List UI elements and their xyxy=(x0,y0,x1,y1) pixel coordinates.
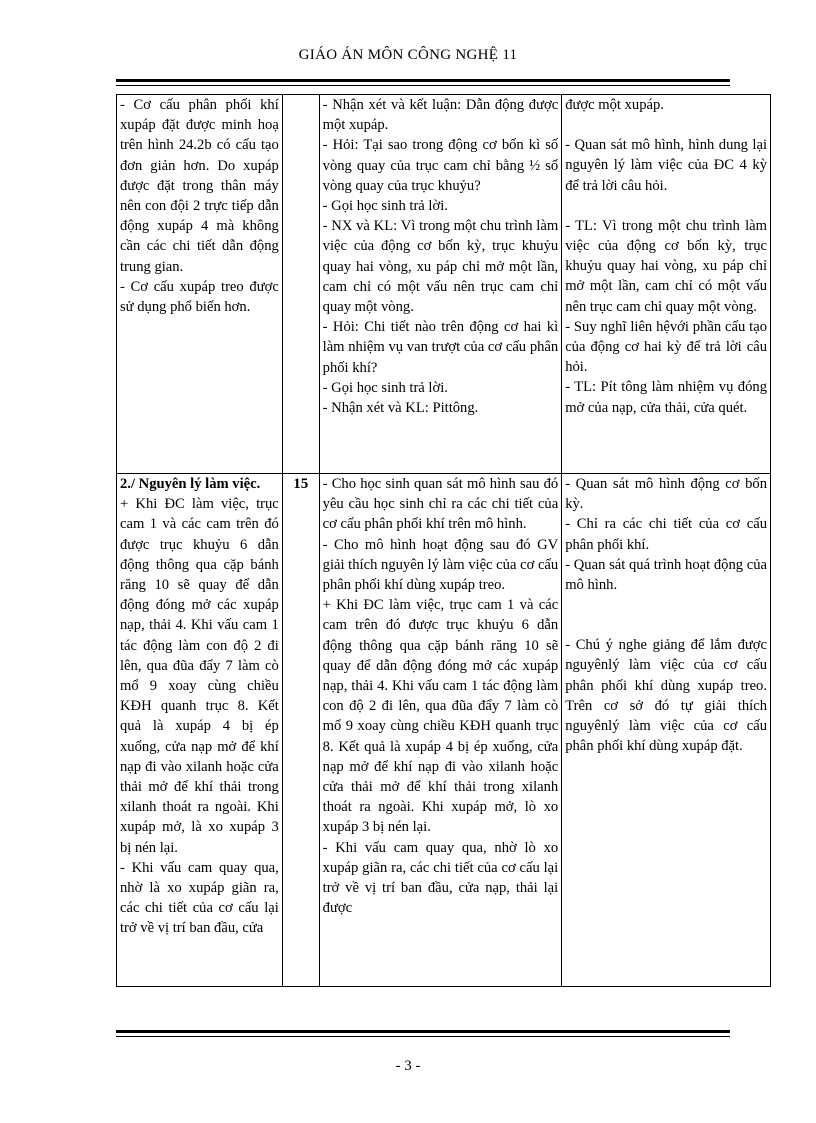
student-activity-paragraph: - Quan sát quá trình hoạt động của mô hình. xyxy=(565,556,767,594)
header-double-rule xyxy=(116,79,730,86)
teacher-activity-paragraph: - Cho học sinh quan sát mô hình sau đó yêu cầu học sinh chỉ ra các chi tiết của cơ cấu phân phối khí trên mô hình. xyxy=(322,476,559,533)
content-paragraph: - Cơ cấu xupáp treo được sử dụng phổ biến hơn. xyxy=(120,278,279,316)
table-row xyxy=(117,474,771,987)
teacher-activity-paragraph: - Nhận xét và kết luận: Dẫn động được một xupáp. xyxy=(322,97,559,134)
student-activity-paragraph: - TL: Pít tông làm nhiệm vụ đóng mở của nạp, cửa thải, cửa quét. xyxy=(565,379,767,416)
section-heading: 2./ Nguyên lý làm việc. xyxy=(120,476,261,492)
blank-line xyxy=(565,615,767,635)
table-row xyxy=(117,95,771,474)
teacher-activity-paragraph: - Nhận xét và KL: Pittông. xyxy=(322,400,479,417)
student-activity-paragraph: - Chỉ ra các chi tiết của cơ cấu phân phối khí. xyxy=(565,516,767,553)
content-paragraph: - Cơ cấu phân phối khí xupáp đặt được minh hoạ trên hình 24.2b có cấu tạo đơn giản hơn. Do xupáp được đặt trong thân máy nên con đội 2 trực tiếp dẫn động xupáp 4 mà không cần các chi tiết dẫn động trung gian. xyxy=(120,97,279,275)
student-activity-paragraph: - Quan sát mô hình, hình dung lại nguyên lý làm việc của ĐC 4 kỳ để trả lời câu hỏi. xyxy=(565,137,767,194)
blank-line xyxy=(565,196,767,216)
time-cell xyxy=(282,95,319,474)
teacher-activity-cell xyxy=(319,95,562,474)
page-number: - 3 - xyxy=(395,1058,421,1074)
blank-line xyxy=(565,595,767,615)
teacher-activity-paragraph: - Khi vấu cam quay qua, nhờ lò xo xupáp giãn ra, các chi tiết của cơ cấu lại trở về vị trí ban đầu, cửa nạp, thải lại được xyxy=(322,839,559,917)
lesson-plan-table xyxy=(116,94,771,987)
teacher-activity-paragraph: - NX và KL: Vì trong một chu trình làm việc của động cơ bốn kỳ, trục khuỷu quay hai vòng, xu páp chỉ mở một lần, cam chỉ có một vấu nên trục cam chỉ quay một vòng. xyxy=(322,218,559,316)
time-cell: 15 xyxy=(282,474,319,987)
teacher-activity-paragraph: + Khi ĐC làm việc, trục cam 1 và các cam trên đó được trục khuỷu 6 dẫn động thông qua cặp bánh răng 10 sẽ quay để dẫn động đóng mở các xupáp nạp, thải 4. Khi vấu cam 1 tác động làm con độ 2 đi lên, qua đũa đẩy 7 làm cò mổ 9 xoay cùng chiều KĐH quanh trục 8. Kết quả là xupáp 4 bị ép xuống, cửa nạp mở để khí nạp đi vào xilanh hoặc cửa thải mở để khí thải trong xilanh thoát ra ngoài. Khi xupáp mở, lò xo xupáp 3 bị nén lại. xyxy=(322,597,559,836)
student-activity-cell xyxy=(562,474,771,987)
teacher-activity-paragraph: - Cho mô hình hoạt động sau đó GV giải thích nguyên lý làm việc của cơ cấu phân phối khí dùng xupáp treo. xyxy=(322,536,559,594)
teacher-activity-paragraph: - Hỏi: Tại sao trong động cơ bốn kì số vòng quay của trục cam chỉ bằng ½ số vòng quay của trục khuỷu? xyxy=(322,137,559,194)
student-activity-paragraph: - TL: Vì trong một chu trình làm việc của động cơ bốn kỳ, trục khuỷu quay hai vòng, xu páp chỉ mở một lần, cam chỉ có một vấu nên trục cam chỉ quay một vòng. xyxy=(565,217,767,315)
teacher-activity-paragraph: - Hỏi: Chi tiết nào trên động cơ hai kì làm nhiệm vụ van trượt của cơ cấu phân phối khí? xyxy=(322,319,559,376)
student-activity-paragraph: - Chú ý nghe giảng để lắm được nguyênlý làm việc của cơ cấu phân phối khí dùng xupáp treo. Trên cơ sở đó tự giải thích nguyênlý làm việc của cơ cấu phân phối khí dùng xupáp đặt. xyxy=(565,637,767,755)
teacher-activity-paragraph: - Gọi học sinh trả lời. xyxy=(322,379,448,396)
content-paragraph: + Khi ĐC làm việc, trục cam 1 và các cam trên đó được trục khuỷu 6 dẫn động thông qua cặp bánh răng 10 sẽ quay để dẫn động đóng mở các xupáp nạp, thải 4. Khi vấu cam 1 tác động làm con độ 2 đi lên, qua đũa đẩy 7 làm cò mổ 9 xoay cùng chiều KĐH quanh trục 8. Kết quả là xupáp 4 bị ép xuống, cửa nạp mở để khí nạp đi vào xilanh hoặc cửa thải mở để khí thải trong xilanh thoát ra ngoài. Khi xupáp mở, là xo xupáp 3 bị nén lại. xyxy=(120,496,279,856)
content-paragraph: - Khi vấu cam quay qua, nhờ là xo xupáp giãn ra, các chi tiết của cơ cấu lại trở về vị trí ban đầu, cửa xyxy=(120,859,279,937)
blank-line xyxy=(565,115,767,135)
document-header-title: GIÁO ÁN MÔN CÔNG NGHỆ 11 xyxy=(298,47,518,63)
student-activity-paragraph: - Quan sát mô hình động cơ bốn kỳ. xyxy=(565,476,767,513)
footer-double-rule xyxy=(116,1030,730,1037)
teacher-activity-paragraph: - Gọi học sinh trả lời. xyxy=(322,198,448,215)
content-cell xyxy=(117,95,283,474)
teacher-activity-cell xyxy=(319,474,562,987)
student-activity-cell xyxy=(562,95,771,474)
content-cell xyxy=(117,474,283,987)
student-activity-paragraph: - Suy nghĩ liên hệvới phần cấu tạo của động cơ hai kỳ để trả lời câu hỏi. xyxy=(565,318,767,376)
student-activity-paragraph: được một xupáp. xyxy=(565,97,664,113)
